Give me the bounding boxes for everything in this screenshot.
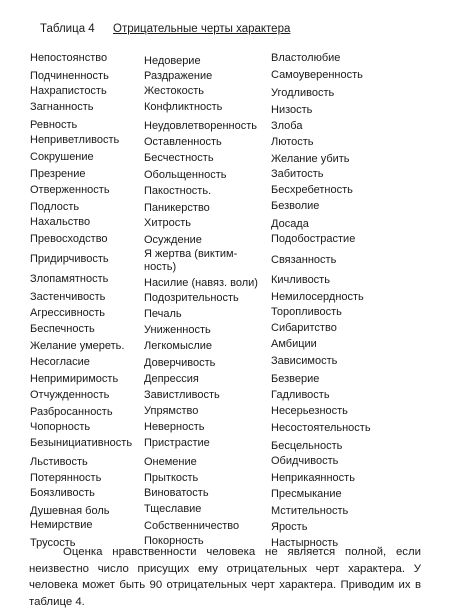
trait-item: Подлость [30,201,80,213]
trait-item: Сокрушение [30,151,94,163]
trait-item: Властолюбие [271,52,341,64]
trait-item: Беспечность [30,323,95,335]
trait-item: Обольщенность [144,169,227,181]
trait-item: Конфликтность [144,101,223,113]
trait-item: Непримиримость [30,373,119,385]
trait-item: Пристрастие [144,437,210,449]
trait-item: Отчужденность [30,389,110,401]
trait-item: Душевная боль [30,505,110,517]
trait-item: Немирствие [30,519,93,531]
trait-item: Гадливость [271,389,330,401]
trait-item: Подчиненность [30,70,109,82]
trait-item: Непостоянство [30,52,108,64]
trait-item: Бесцельность [271,440,343,452]
trait-item: Несерьезность [271,405,348,417]
trait-item: Ярость [271,521,308,533]
trait-item: Забитость [271,168,324,180]
trait-item: Кичливость [271,274,330,286]
trait-item: Я жертва (виктим- ность) [144,248,238,273]
trait-item: Угодливость [271,87,335,99]
trait-item: Немилосердность [271,291,364,303]
trait-item: Загнанность [30,101,94,113]
trait-item: Отверженность [30,184,110,196]
trait-item: Бесхребетность [271,184,353,196]
trait-item: Льстивость [30,456,88,468]
trait-item: Несогласие [30,356,90,368]
trait-item: Зависимость [271,355,338,367]
trait-item: Раздражение [144,70,213,82]
trait-item: Сибаритство [271,322,337,334]
trait-item: Униженность [144,324,211,336]
trait-item: Неверность [144,421,205,433]
trait-item: Безволие [271,200,320,212]
trait-item: Самоуверенность [271,69,363,81]
trait-item: Упрямство [144,405,199,417]
trait-item: Несостоятельность [271,422,371,434]
trait-item: Нахальство [30,216,91,228]
table-number: Таблица 4 [40,23,95,35]
trait-item: Печаль [144,308,182,320]
trait-item: Настырность [271,537,339,549]
trait-item: Завистливость [144,389,220,401]
trait-item: Неприкаянность [271,472,355,484]
trait-item: Застенчивость [30,291,106,303]
trait-item: Чопорность [30,421,91,433]
trait-item: Собственничество [144,520,240,532]
trait-item: Потерянность [30,472,102,484]
trait-item: Обидчивость [271,455,339,467]
table-caption [40,23,290,35]
trait-item: Злоба [271,120,303,132]
trait-item: Презрение [30,168,86,180]
trait-item: Мстительность [271,505,349,517]
trait-item: Ревность [30,119,78,131]
trait-item: Пакостность. [144,185,212,197]
trait-item: Прыткость [144,472,199,484]
trait-item: Досада [271,218,309,230]
trait-item: Нахрапистость [30,85,107,97]
trait-item: Боязливость [30,487,95,499]
trait-item: Недоверие [144,55,201,67]
trait-item: Пресмыкание [271,488,342,500]
trait-item: Доверчивость [144,357,216,369]
trait-item: Легкомыслие [144,340,213,352]
trait-item: Хитрость [144,217,192,229]
trait-item: Безынициативность [30,437,133,449]
trait-item: Оставленность [144,136,222,148]
trait-item: Тщеславие [144,503,202,515]
trait-item: Агрессивность [30,307,106,319]
trait-item: Неудовлетворенность [144,120,258,132]
trait-item: Желание убить [271,153,350,165]
trait-item: Желание умереть. [30,340,125,352]
trait-item: Бесчестность [144,152,214,164]
trait-item: Онемение [144,456,197,468]
trait-item: Подозрительность [144,292,239,304]
trait-item: Торопливость [271,306,342,318]
trait-item: Депрессия [144,373,199,385]
trait-item: Разбросанность [30,406,113,418]
trait-item: Связанность [271,254,337,266]
trait-item: Жестокость [144,85,204,97]
trait-item: Насилие (навяз. воли) [144,277,258,289]
trait-item: Подобострастие [271,233,356,245]
trait-item: Злопамятность [30,273,109,285]
trait-item: Неприветливость [30,134,120,146]
trait-item: Безверие [271,373,320,385]
trait-item: Превосходство [30,233,108,245]
trait-item: Придирчивость [30,253,109,265]
trait-item: Покорность [144,535,204,547]
trait-item: Амбиции [271,338,317,350]
table-title: Отрицательные черты характера [113,23,291,35]
trait-item: Лютость [271,136,314,148]
trait-item: Осуждение [144,234,202,246]
trait-item: Трусость [30,537,76,549]
trait-item: Паникерство [144,202,210,214]
trait-item: Виноватость [144,487,209,499]
trait-item: Низость [271,104,313,116]
body-paragraph: Оценка нравственности человека не является полной, если неизвестно число присущих ему отрицательных черт характера. У человека может быть 90 отрицательных черт характера. Приводим их в таблице 4. [29,546,421,608]
